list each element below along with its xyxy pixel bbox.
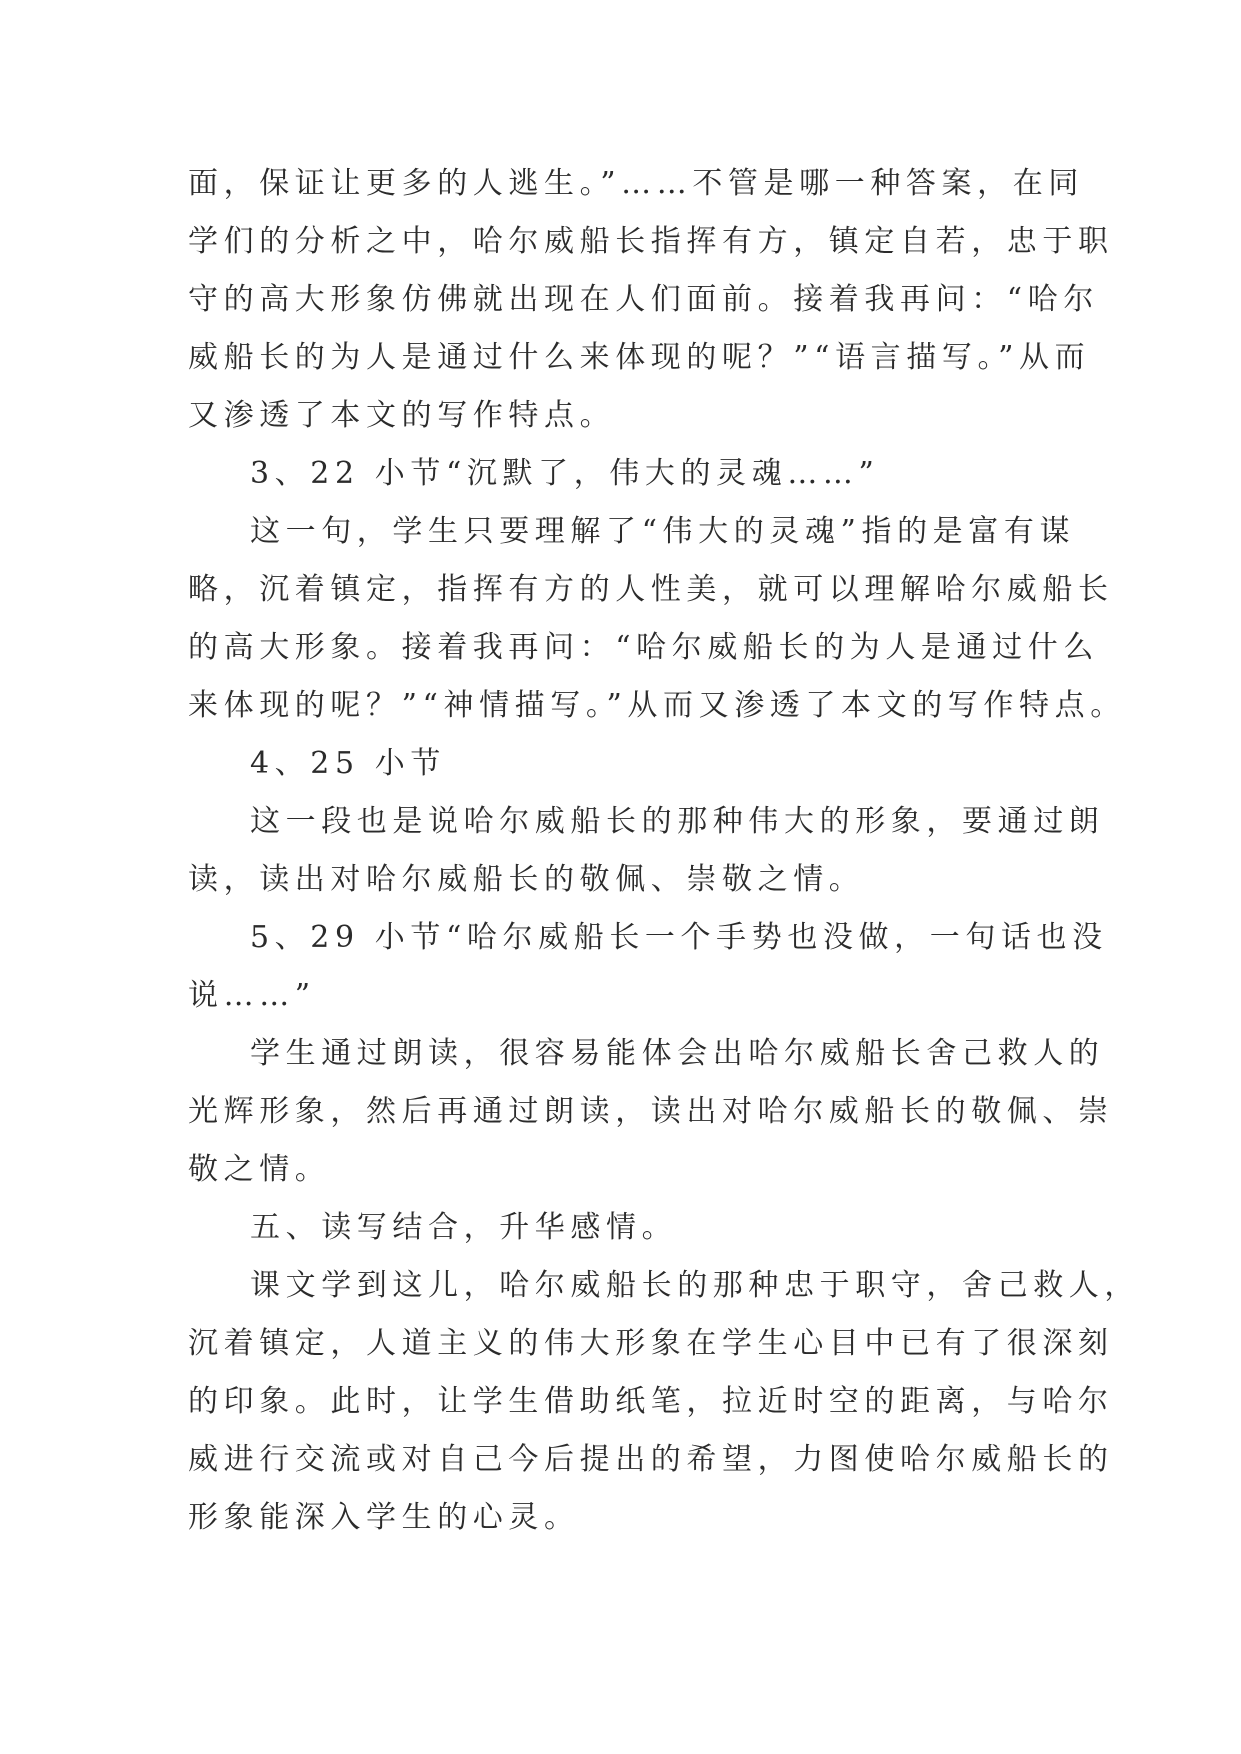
text-line: 这一句，学生只要理解了“伟大的灵魂”指的是富有谋 bbox=[250, 514, 1076, 549]
text-line: 学们的分析之中，哈尔威船长指挥有方，镇定自若，忠于职 bbox=[188, 224, 1114, 259]
text-line: 略，沉着镇定，指挥有方的人性美，就可以理解哈尔威船长 bbox=[188, 572, 1114, 607]
text-line: 沉着镇定，人道主义的伟大形象在学生心目中已有了很深刻 bbox=[188, 1326, 1114, 1361]
text-line: 来体现的呢？”“神情描写。”从而又渗透了本文的写作特点。 bbox=[188, 688, 1126, 723]
text-line: 的高大形象。接着我再问：“哈尔威船长的为人是通过什么 bbox=[188, 630, 1099, 665]
text-line: 读，读出对哈尔威船长的敬佩、崇敬之情。 bbox=[188, 862, 865, 897]
text-line: 又渗透了本文的写作特点。 bbox=[188, 398, 616, 433]
section-heading: 4、25 小节 bbox=[250, 746, 446, 781]
text-line: 面，保证让更多的人逃生。”……不管是哪一种答案，在同 bbox=[188, 166, 1084, 201]
text-line: 的印象。此时，让学生借助纸笔，拉近时空的距离，与哈尔 bbox=[188, 1384, 1114, 1419]
text-line: 敬之情。 bbox=[188, 1152, 331, 1187]
document-body bbox=[188, 155, 1140, 1547]
section-heading: 五、读写结合，升华感情。 bbox=[250, 1210, 678, 1245]
text-line: 形象能深入学生的心灵。 bbox=[188, 1500, 580, 1535]
text-line: 守的高大形象仿佛就出现在人们面前。接着我再问：“哈尔 bbox=[188, 282, 1099, 317]
text-line: 威船长的为人是通过什么来体现的呢？”“语言描写。”从而 bbox=[188, 340, 1091, 375]
section-heading: 5、29 小节“哈尔威船长一个手势也没做，一句话也没 bbox=[250, 920, 1108, 955]
text-line: 说……” bbox=[188, 978, 316, 1013]
text-line: 威进行交流或对自己今后提出的希望，力图使哈尔威船长的 bbox=[188, 1442, 1114, 1477]
text-line: 学生通过朗读，很容易能体会出哈尔威船长舍己救人的 bbox=[250, 1036, 1105, 1071]
text-line: 光辉形象，然后再通过朗读，读出对哈尔威船长的敬佩、崇 bbox=[188, 1094, 1114, 1129]
text-line: 这一段也是说哈尔威船长的那种伟大的形象，要通过朗 bbox=[250, 804, 1105, 839]
section-heading: 3、22 小节“沉默了，伟大的灵魂……” bbox=[250, 456, 880, 491]
text-line: 课文学到这儿，哈尔威船长的那种忠于职守，舍己救人， bbox=[250, 1268, 1140, 1303]
